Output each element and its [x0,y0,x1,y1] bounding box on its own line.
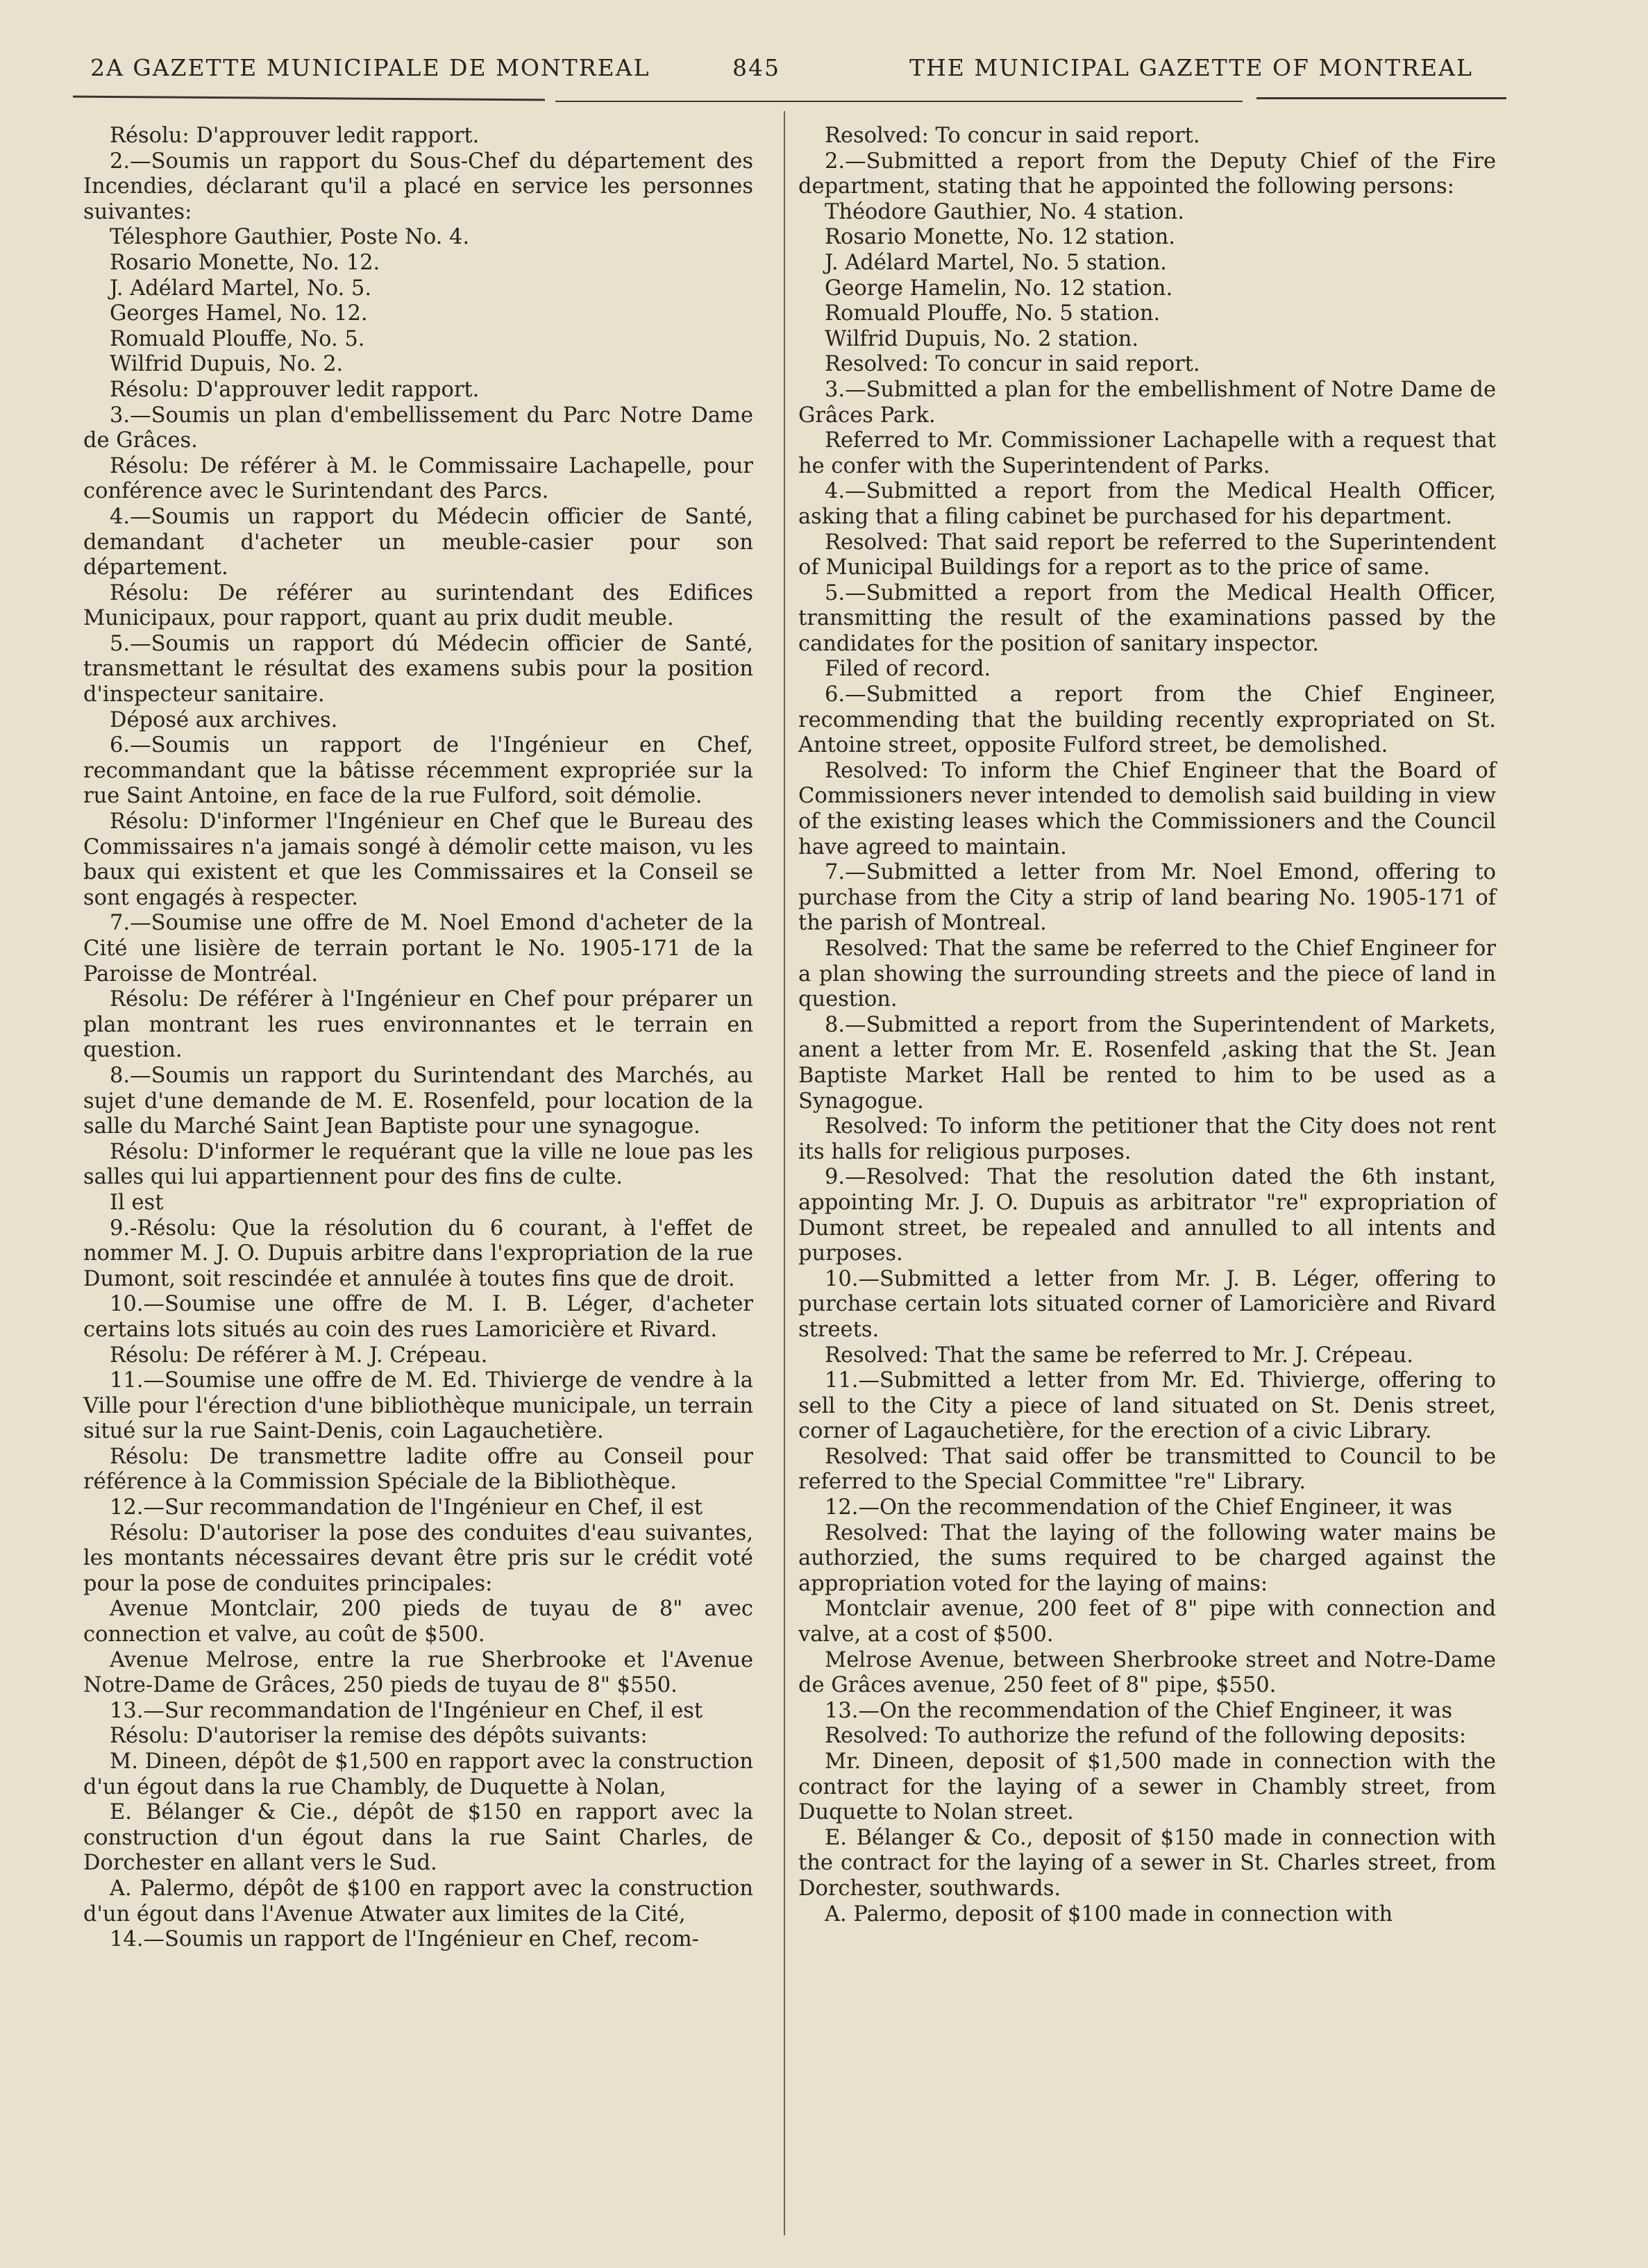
paragraph: 11.—Soumise une offre de M. Ed. Thivierge de vendre à la Ville pour l'érection d'une bibliothèque municipale, un terrain situé sur la rue Saint-Denis, coin Lagauchetière. [83,1368,753,1444]
paragraph: 2.—Soumis un rapport du Sous-Chef du département des Incendies, déclarant qu'il a placé en service les personnes suivantes: [83,149,753,224]
paragraph: 6.—Submitted a report from the Chief Engineer, recommending that the building recently expropriated on St. Antoine street, opposite Fulford street, be demolished. [798,682,1496,758]
paragraph: 4.—Soumis un rapport du Médecin officier de Santé, demandant d'acheter un meuble-casier pour son département. [83,504,753,580]
header-english-title: THE MUNICIPAL GAZETTE OF MONTREAL [909,54,1473,81]
paragraph: 12.—Sur recommandation de l'Ingénieur en Chef, il est [110,1495,703,1520]
paragraph: Résolu: De référer à M. J. Crépeau. [110,1343,488,1368]
paragraph: Resolved: That said report be referred to the Superintendent of Municipal Buildings for a report as to the price of same. [798,530,1496,580]
paragraph: J. Adélard Martel, No. 5 station. [825,250,1167,275]
paragraph: 10.—Submitted a letter from Mr. J. B. Léger, offering to purchase certain lots situated corner of Lamoricière and Rivard streets. [798,1266,1496,1342]
paragraph: Télesphore Gauthier, Poste No. 4. [110,225,470,250]
paragraph: 11.—Submitted a letter from Mr. Ed. Thivierge, offering to sell to the City a piece of land situated on St. Denis street, corner of Lagauchetière, for the erection of a civic Library. [798,1368,1496,1444]
paragraph: Résolu: D'informer le requérant que la ville ne loue pas les salles qui lui appartiennent pour des fins de culte. [83,1139,753,1190]
paragraph: Resolved: That the same be referred to Mr. J. Crépeau. [825,1343,1413,1368]
paragraph: 8.—Submitted a report from the Superintendent of Markets, anent a letter from Mr. E. Rosenfeld ,asking that the St. Jean Baptiste Market Hall be rented to him to be used as a Synagogue. [798,1012,1496,1114]
paragraph: 9.-Résolu: Que la résolution du 6 courant, à l'effet de nommer M. J. O. Dupuis arbitre dans l'expropriation de la rue Dumont, soit rescindée et annulée à toutes fins que de droit. [83,1216,753,1291]
paragraph: Georges Hamel, No. 12. [110,301,368,326]
paragraph: Resolved: To inform the petitioner that the City does not rent its halls for religious purposes. [798,1114,1496,1164]
paragraph: Filed of record. [825,657,991,682]
paragraph: 8.—Soumis un rapport du Surintendant des Marchés, au sujet d'une demande de M. E. Rosenfeld, pour location de la salle du Marché Saint Jean Baptiste pour une synagogue. [83,1063,753,1139]
paragraph: E. Bélanger & Cie., dépôt de $150 en rapport avec la construction d'un égout dans la rue Saint Charles, de Dorchester en allant vers le Sud. [83,1800,753,1876]
paragraph: Résolu: De transmettre ladite offre au Conseil pour référence à la Commission Spéciale de la Bibliothèque. [83,1444,753,1495]
paragraph: Résolu: D'autoriser la pose des conduites d'eau suivantes, les montants nécessaires devant être pris sur le crédit voté pour la pose de conduites principales: [83,1520,753,1596]
paragraph: 3.—Submitted a plan for the embellishment of Notre Dame de Grâces Park. [798,377,1496,428]
paragraph: Résolu: De référer au surintendant des Edifices Municipaux, pour rapport, quant au prix dudit meuble. [83,580,753,631]
paragraph: Résolu: D'approuver ledit rapport. [110,124,480,148]
paragraph: Romuald Plouffe, No. 5 station. [825,301,1161,326]
header-rule-right [1256,97,1506,99]
paragraph: Avenue Montclair, 200 pieds de tuyau de 8" avec connection et valve, au coût de $500. [83,1597,753,1647]
paragraph: 5.—Soumis un rapport dú Médecin officier de Santé, transmettant le résultat des examens subis pour la position d'inspecteur sanitaire. [83,631,753,707]
column-divider [784,111,785,2235]
paragraph: A. Palermo, dépôt de $100 en rapport avec la construction d'un égout dans l'Avenue Atwater aux limites de la Cité, [83,1876,753,1926]
paragraph: J. Adélard Martel, No. 5. [110,276,372,301]
paragraph: Wilfrid Dupuis, No. 2. [110,352,344,377]
paragraph: 13.—Sur recommandation de l'Ingénieur en Chef, il est [110,1698,703,1723]
paragraph: Resolved: To concur in said report. [825,352,1200,377]
paragraph: Résolu: D'autoriser la remise des dépôts suivants: [110,1724,648,1749]
paragraph: 4.—Submitted a report from the Medical Health Officer, asking that a filing cabinet be purchased for his department. [798,479,1496,529]
paragraph: 6.—Soumis un rapport de l'Ingénieur en Chef, recommandant que la bâtisse récemment expropriée sur la rue Saint Antoine, en face de la rue Fulford, soit démolie. [83,733,753,809]
paragraph: Referred to Mr. Commissioner Lachapelle with a request that he confer with the Superintendent of Parks. [798,428,1496,478]
paragraph: A. Palermo, deposit of $100 made in connection with [825,1901,1393,1926]
paragraph: Il est [110,1190,164,1215]
header-rule-middle [555,101,1243,102]
paragraph: Résolu: D'approuver ledit rapport. [110,377,480,402]
header-rule-left [73,96,545,101]
page-number: 845 [732,54,780,81]
paragraph: E. Bélanger & Co., deposit of $150 made in connection with the contract for the laying of a sewer in St. Charles street, from Dorchester, southwards. [798,1825,1496,1901]
paragraph: Montclair avenue, 200 feet of 8" pipe with connection and valve, at a cost of $500. [798,1597,1496,1647]
paragraph: Rosario Monette, No. 12 station. [825,225,1176,250]
paragraph: 5.—Submitted a report from the Medical Health Officer, transmitting the result of the examinations passed by the candidates for the position of sanitary inspector. [798,580,1496,656]
paragraph: 3.—Soumis un plan d'embellissement du Parc Notre Dame de Grâces. [83,403,753,453]
english-column [798,124,1496,1927]
paragraph: Resolved: That the laying of the following water mains be authorzied, the sums required to be charged against the appropriation voted for the laying of mains: [798,1520,1496,1596]
paragraph: Résolu: De référer à l'Ingénieur en Chef pour préparer un plan montrant les rues environnantes et le terrain en question. [83,987,753,1063]
paragraph: 9.—Resolved: That the resolution dated the 6th instant, appointing Mr. J. O. Dupuis as arbitrator "re" expropriation of Dumont street, be repealed and annulled to all intents and purposes. [798,1165,1496,1266]
paragraph: Melrose Avenue, between Sherbrooke street and Notre-Dame de Grâces avenue, 250 feet of 8" pipe, $550. [798,1647,1496,1698]
paragraph: 7.—Soumise une offre de M. Noel Emond d'acheter de la Cité une lisière de terrain portant le No. 1905-171 de la Paroisse de Montréal. [83,911,753,986]
paragraph: Résolu: De référer à M. le Commissaire Lachapelle, pour conférence avec le Surintendant des Parcs. [83,453,753,504]
paragraph: Wilfrid Dupuis, No. 2 station. [825,326,1139,351]
paragraph: M. Dineen, dépôt de $1,500 en rapport avec la construction d'un égout dans la rue Chambly, de Duquette à Nolan, [83,1749,753,1799]
paragraph: 12.—On the recommendation of the Chief Engineer, it was [825,1495,1452,1520]
paragraph: Resolved: To inform the Chief Engineer that the Board of Commissioners never intended to demolish said building in view of the existing leases which the Commissioners and the Council have agreed to maintain. [798,758,1496,859]
paragraph: Resolved: To concur in said report. [825,124,1200,148]
paragraph: 14.—Soumis un rapport de l'Ingénieur en Chef, recom- [110,1927,699,1952]
paragraph: Avenue Melrose, entre la rue Sherbrooke et l'Avenue Notre-Dame de Grâces, 250 pieds de tuyau de 8" $550. [83,1647,753,1698]
paragraph: Resolved: To authorize the refund of the following deposits: [825,1724,1467,1749]
paragraph: 10.—Soumise une offre de M. I. B. Léger, d'acheter certains lots situés au coin des rues Lamoricière et Rivard. [83,1292,753,1342]
paragraph: Rosario Monette, No. 12. [110,250,380,275]
paragraph: 2.—Submitted a report from the Deputy Chief of the Fire department, stating that he appointed the following persons: [798,149,1496,199]
paragraph: 13.—On the recommendation of the Chief Engineer, it was [825,1698,1452,1723]
page-header [0,54,1648,96]
paragraph: Déposé aux archives. [110,707,338,732]
paragraph: Mr. Dineen, deposit of $1,500 made in connection with the contract for the laying of a sewer in Chambly street, from Duquette to Nolan street. [798,1749,1496,1825]
paragraph: Théodore Gauthier, No. 4 station. [825,199,1184,224]
header-french-title: 2A GAZETTE MUNICIPALE DE MONTREAL [90,54,650,81]
paragraph: George Hamelin, No. 12 station. [825,276,1173,301]
paragraph: Resolved: That the same be referred to the Chief Engineer for a plan showing the surrounding streets and the piece of land in question. [798,936,1496,1012]
paragraph: 7.—Submitted a letter from Mr. Noel Emond, offering to purchase from the City a strip of land bearing No. 1905-171 of the parish of Montreal. [798,860,1496,936]
paragraph: Résolu: D'informer l'Ingénieur en Chef que le Bureau des Commissaires n'a jamais songé à démolir cette maison, vu les baux qui existent et que les Commissaires et la Conseil se sont engagés à respecter. [83,809,753,910]
paragraph: Resolved: That said offer be transmitted to Council to be referred to the Special Committee "re" Library. [798,1444,1496,1495]
paragraph: Romuald Plouffe, No. 5. [110,326,365,351]
french-column [83,124,753,1953]
